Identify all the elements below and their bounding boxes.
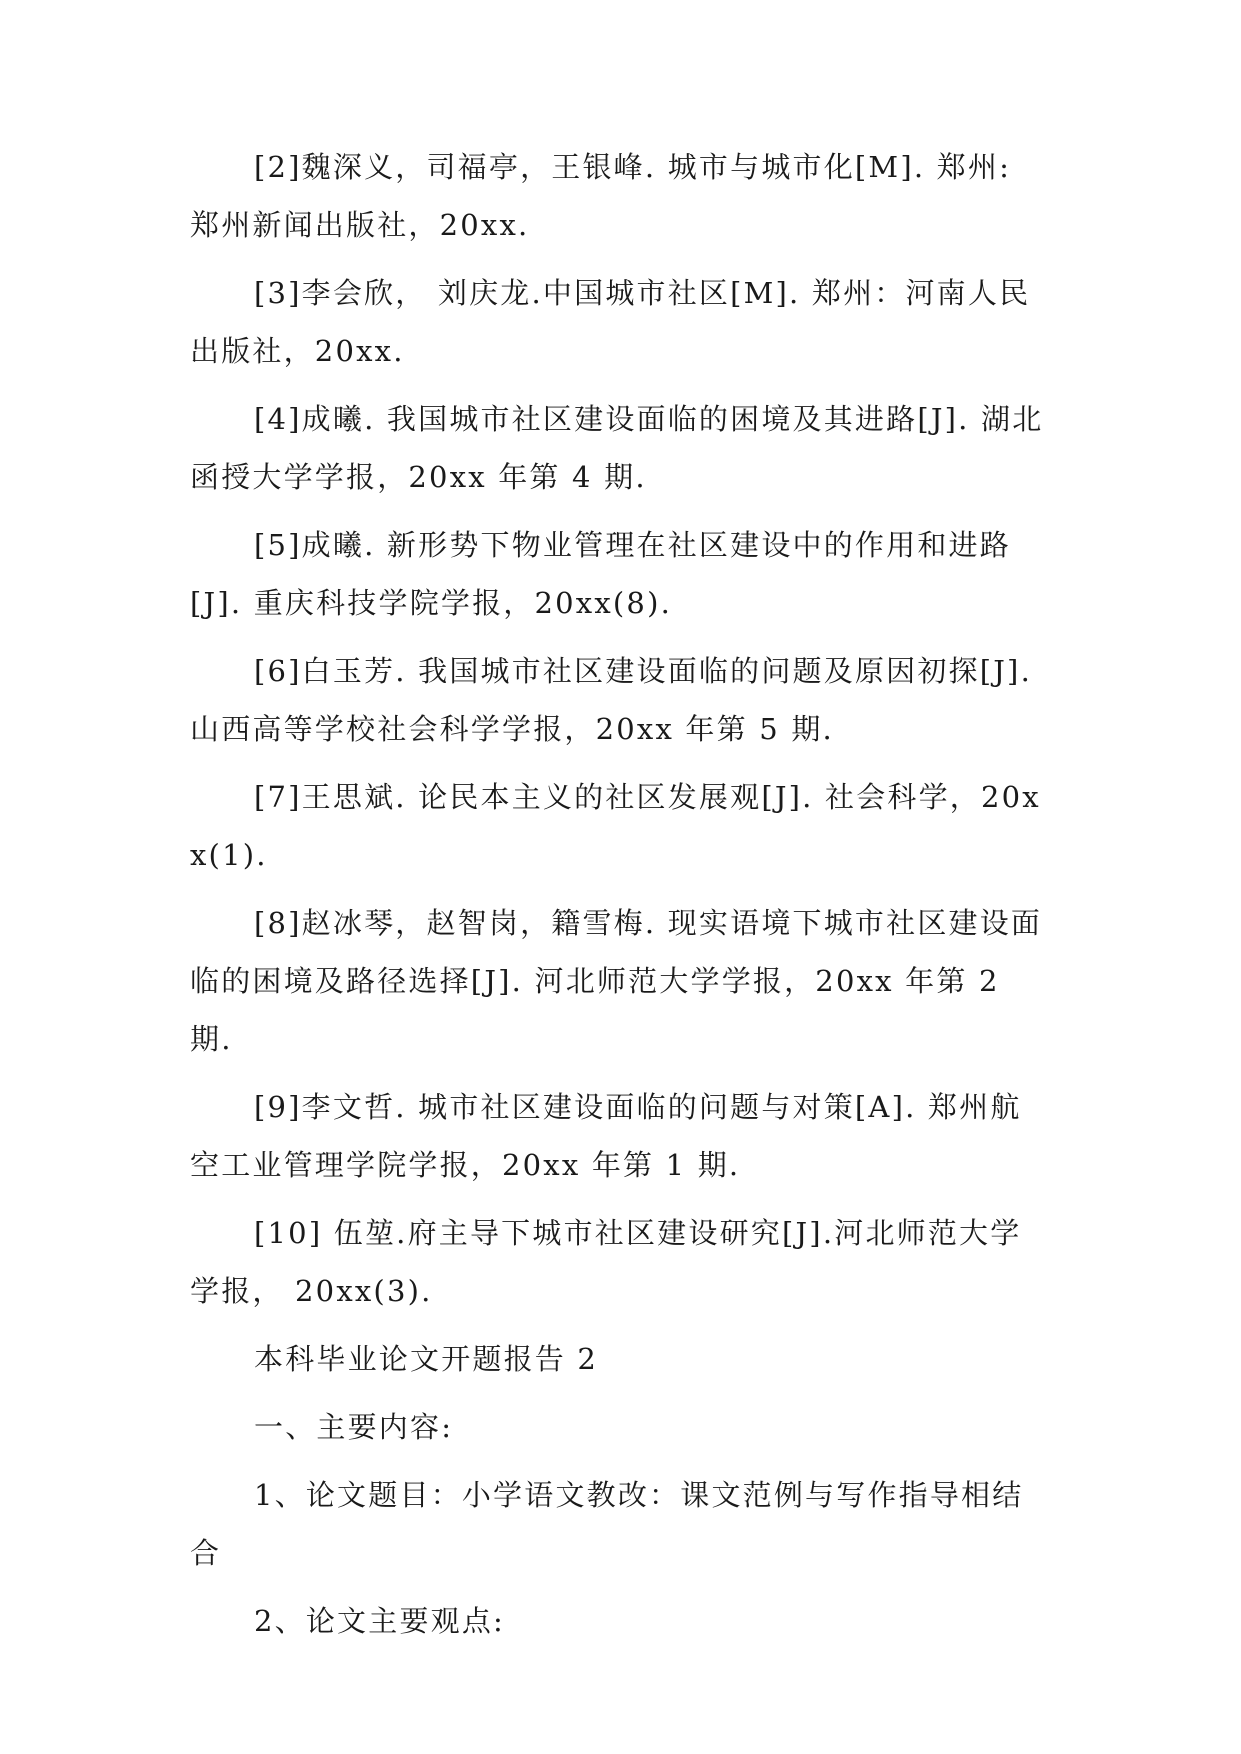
reference-2: [2]魏深义，司福亭，王银峰. 城市与城市化[M]. 郑州: 郑州新闻出版社，20xx. — [190, 150, 1012, 242]
reference-6: [6]白玉芳. 我国城市社区建设面临的问题及原因初探[J]. 山西高等学校社会科学学报，20xx 年第 5 期. — [190, 654, 1032, 746]
reference-5: [5]成曦. 新形势下物业管理在社区建设中的作用和进路[J]. 重庆科技学院学报，20xx(8). — [190, 528, 1011, 620]
reference-4: [4]成曦. 我国城市社区建设面临的困境及其进路[J]. 湖北函授大学学报，20xx 年第 4 期. — [190, 402, 1044, 494]
section-heading: 一、主要内容: — [254, 1410, 454, 1444]
thesis-topic: 1、论文题目：小学语文教改：课文范例与写作指导相结合 — [190, 1478, 1024, 1570]
main-viewpoints-heading: 2、论文主要观点: — [254, 1604, 506, 1638]
reference-10: [10] 伍堃.府主导下城市社区建设研究[J].河北师范大学学报， 20xx(3). — [190, 1216, 1022, 1308]
reference-3: [3]李会欣， 刘庆龙.中国城市社区[M]. 郑州：河南人民出版社，20xx. — [190, 276, 1031, 368]
document-body — [190, 138, 1052, 1660]
report-title: 本科毕业论文开题报告 2 — [254, 1342, 599, 1376]
reference-9: [9]李文哲. 城市社区建设面临的问题与对策[A]. 郑州航空工业管理学院学报，20xx 年第 1 期. — [190, 1090, 1022, 1182]
reference-7: [7]王思斌. 论民本主义的社区发展观[J]. 社会科学，20xx(1). — [190, 780, 1041, 872]
reference-8: [8]赵冰琴，赵智岗，籍雪梅. 现实语境下城市社区建设面临的困境及路径选择[J]. 河北师范大学学报，20xx 年第 2 期. — [190, 906, 1043, 1056]
